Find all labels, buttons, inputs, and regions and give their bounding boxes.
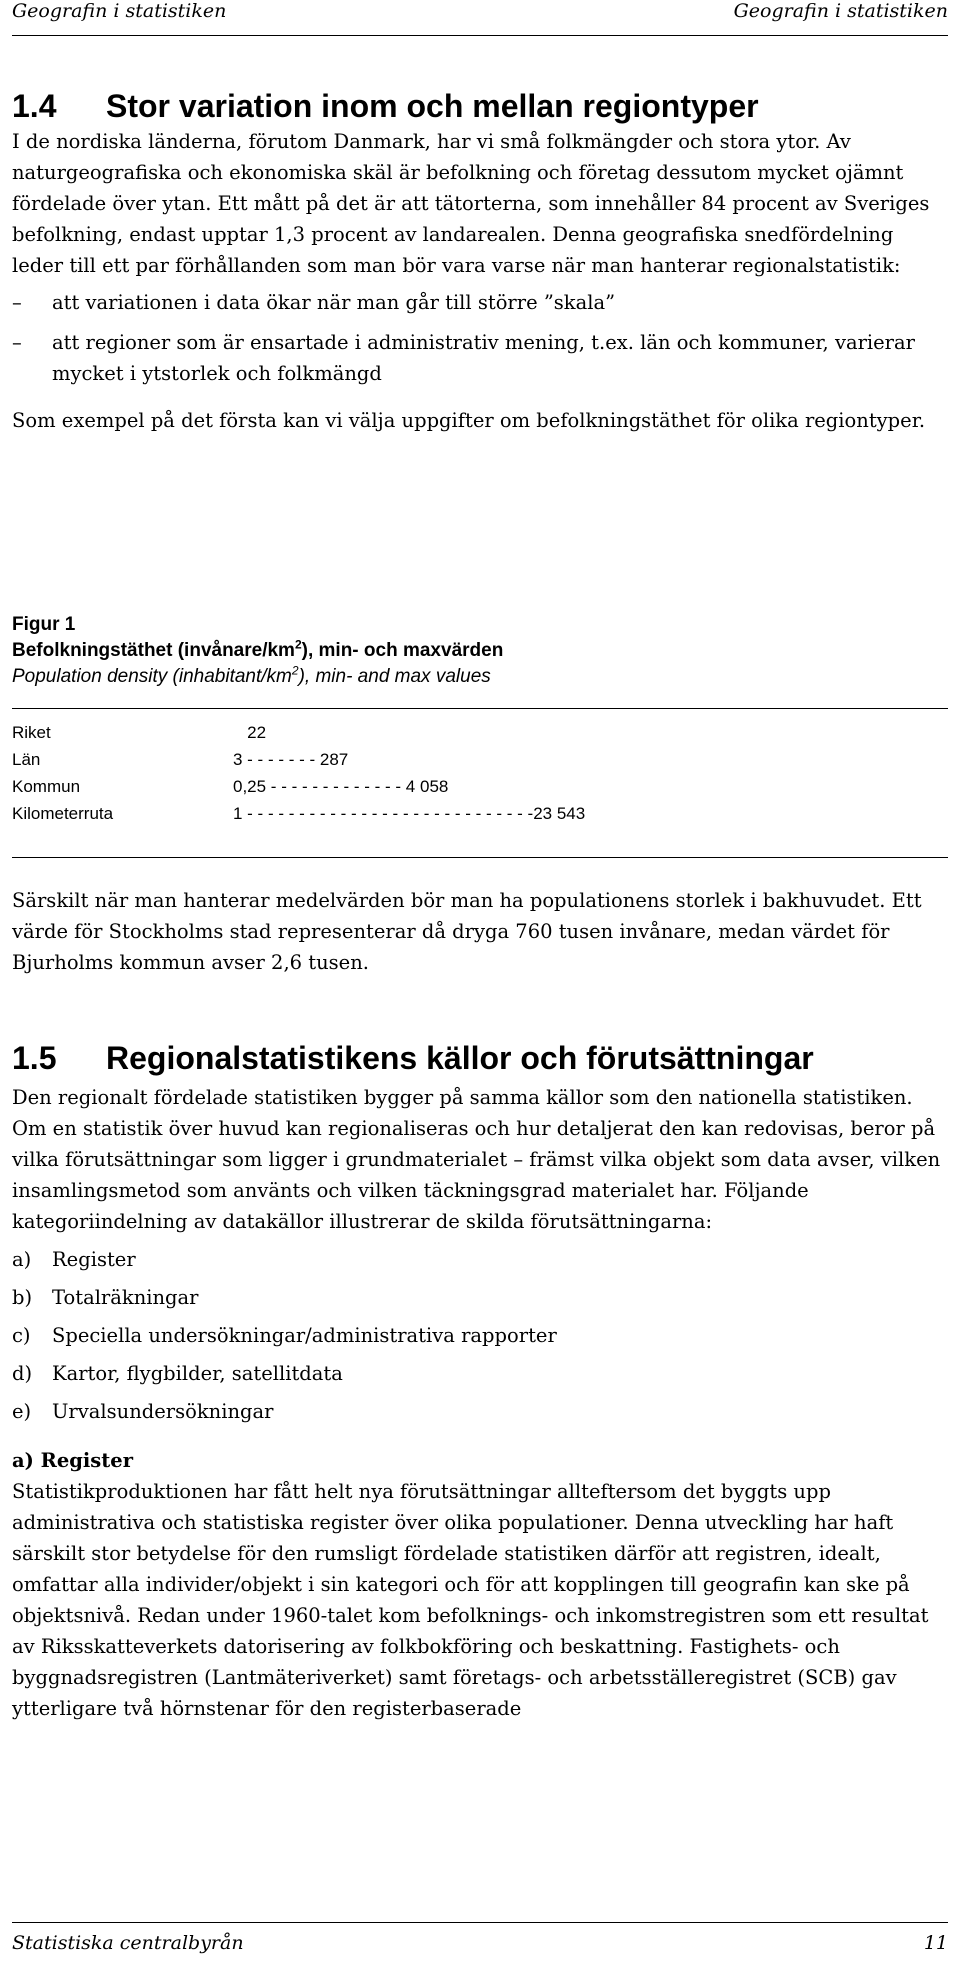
header-left-title: Geografin i statistiken: [12, 0, 227, 22]
header-rule: [12, 35, 948, 36]
list-marker: d): [12, 1362, 33, 1385]
figure-title-en-sup: 2: [291, 663, 299, 678]
dash-marker: –: [12, 291, 22, 314]
paragraph: Som exempel på det första kan vi välja uppgifter om befolkningstäthet för olika regiontyper.: [12, 409, 926, 432]
header-right-title: Geografin i statistiken: [733, 0, 948, 22]
section-title: Stor variation inom och mellan regiontyper: [106, 88, 759, 124]
table-row: [12, 746, 948, 773]
figure-1: [12, 612, 948, 858]
list-marker: c): [12, 1324, 31, 1347]
list-item-text: Kartor, flygbilder, satellitdata: [52, 1362, 343, 1385]
list-item-text: att variationen i data ökar när man går till större ”skala”: [52, 291, 616, 314]
list-marker: a): [12, 1248, 32, 1271]
section-heading: [12, 86, 948, 126]
list-item: [12, 1396, 948, 1427]
sub-heading: a) Register: [12, 1449, 133, 1472]
row-value: 1 - - - - - - - - - - - - - - - - - - - - - - - - - - - -23 543: [233, 804, 586, 823]
page-header: [0, 0, 960, 40]
row-label: Riket: [12, 723, 51, 742]
list-marker: b): [12, 1286, 33, 1309]
figure-top-rule: [12, 708, 948, 709]
section-number: 1.5: [12, 1040, 57, 1076]
list-item: [12, 1320, 948, 1351]
table-row: [12, 800, 948, 827]
dash-list-item: [12, 287, 948, 318]
figure-title-text: Befolkningstäthet (invånare/km: [12, 640, 295, 661]
list-item-text: Speciella undersökningar/administrativa rapporter: [52, 1324, 557, 1347]
figure-title-english: [12, 664, 948, 690]
list-item-text: Urvalsundersökningar: [52, 1400, 274, 1423]
list-marker: e): [12, 1400, 32, 1423]
section-title: Regionalstatistikens källor och förutsättningar: [106, 1040, 814, 1076]
list-item-text: Totalräkningar: [52, 1286, 199, 1309]
list-item: [12, 1244, 948, 1275]
paragraph: Den regionalt fördelade statistiken bygger på samma källor som den nationella statistiken. Om en statistik över huvud kan regionaliseras och hur detaljerat den kan redovisas, beror på vilka förutsättningar som ligger i grundmaterialet – främst vilka objekt som data avser, vilken insamlingsmetod som använts och vilken täckningsgrad materialet har. Följande kategoriindelning av datakällor illustrerar de skilda förutsättningarna:: [12, 1086, 941, 1233]
section-1-5: [12, 1038, 948, 1724]
row-value: 3 - - - - - - - 287: [233, 750, 349, 769]
figure-title-sup: 2: [294, 637, 302, 652]
footer-publisher: Statistiska centralbyrån: [12, 1932, 244, 1954]
table-row: [12, 773, 948, 800]
dash-list-item: [12, 327, 948, 389]
figure-title-suffix: ), min- och maxvärden: [301, 640, 504, 661]
paragraph: Särskilt när man hanterar medelvärden bör man ha populationens storlek i bakhuvudet. Ett värde för Stockholms stad representerar då dryga 760 tusen invånare, medan värdet för Bjurholms kommun avser 2,6 tusen.: [12, 889, 922, 974]
list-item-text: att regioner som är ensartade i administrativ mening, t.ex. län och kommuner, varierar mycket i ytstorlek och folkmängd: [52, 331, 915, 385]
row-label: Län: [12, 750, 41, 769]
row-label: Kommun: [12, 777, 81, 796]
footer-rule: [12, 1922, 948, 1923]
paragraph-block: [12, 885, 948, 978]
table-row: [12, 719, 948, 746]
section-number: 1.4: [12, 88, 57, 124]
figure-title: [12, 638, 948, 664]
list-item: [12, 1282, 948, 1313]
page-footer: [12, 1922, 948, 1962]
row-label: Kilometerruta: [12, 804, 114, 823]
list-item-text: Register: [52, 1248, 136, 1271]
figure-title-en-suffix: ), min- and max values: [298, 666, 491, 687]
list-item: [12, 1358, 948, 1389]
figure-title-en-text: Population density (inhabitant/km: [12, 666, 292, 687]
section-1-4: [12, 86, 948, 436]
row-value: 0,25 - - - - - - - - - - - - - 4 058: [233, 777, 449, 796]
row-value: 22: [233, 723, 267, 742]
figure-label: Figur 1: [12, 614, 76, 635]
figure-table: [12, 719, 948, 827]
page-number: 11: [923, 1932, 948, 1954]
figure-bottom-rule: [12, 857, 948, 858]
dash-marker: –: [12, 331, 22, 354]
paragraph: Statistikproduktionen har fått helt nya förutsättningar allteftersom det byggts upp administrativa och statistiska register över olika populationer. Denna utveckling har haft särskilt stor betydelse för den rumsligt fördelade statistiken därför att registren, idealt, omfattar alla individer/objekt i sin kategori och för att kopplingen till geografin kan ske på objektsnivå. Redan under 1960-talet kom befolknings- och inkomstregistren som ett resultat av Riksskatteverkets datorisering av folkbokföring och beskattning. Fastighets- och byggnadsregistren (Lantmäteriverket) samt företags- och arbetsställeregistret (SCB) gav ytterligare två hörnstenar för den registerbaserade: [12, 1480, 929, 1720]
paragraph: I de nordiska länderna, förutom Danmark, har vi små folkmängder och stora ytor. Av naturgeografiska och ekonomiska skäl är befolkning och företag dessutom mycket ojämnt fördelade över ytan. Ett mått på det är att tätorterna, som innehåller 84 procent av Sveriges befolkning, endast upptar 1,3 procent av landarealen. Denna geografiska snedfördelning leder till ett par förhållanden som man bör vara varse när man hanterar regionalstatistik:: [12, 130, 930, 277]
section-heading: [12, 1038, 948, 1078]
